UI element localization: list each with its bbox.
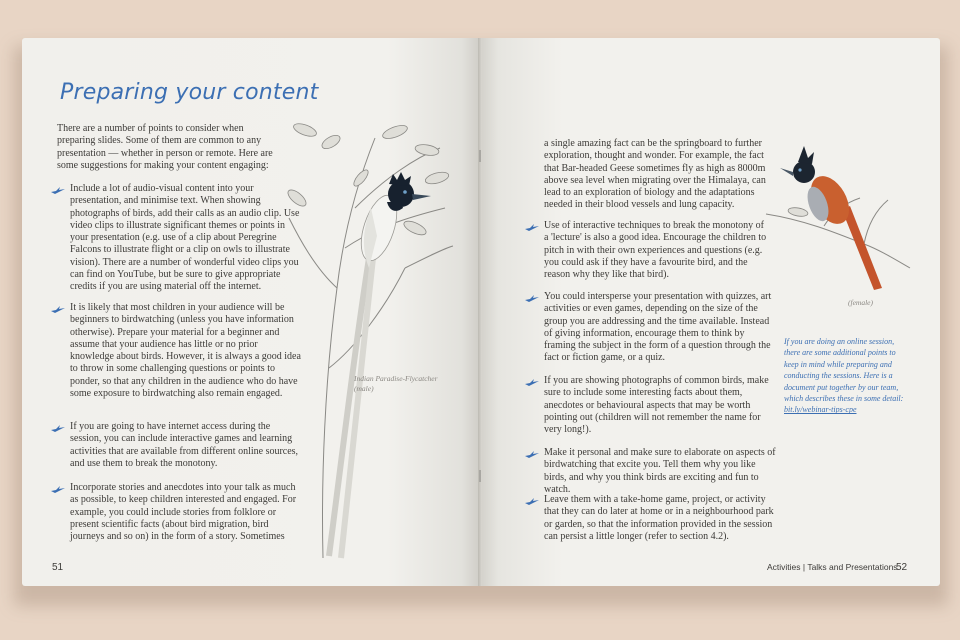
list-item-text: You could intersperse your presentation with quizzes, art activities or even games, depending on the size of the group you are addressing and the time available. Instead of giving information, encourage them to think by framing the subject in the form of a question through the fact or fiction game, or a quiz. [544,291,772,364]
list-item [544,375,776,436]
bird-bullet-icon [525,497,539,505]
list-item [70,183,302,294]
list-item [544,291,776,365]
bird-bullet-icon [525,450,539,458]
list-item [70,302,302,400]
list-item-text: If you are showing photographs of common birds, make sure to include some interesting facts about them, anecdotes or behavioural aspects that may be worth pointing out (children will not remember the name for very long!). [544,375,769,436]
sidenote [784,336,912,416]
page-title: Preparing your content [60,80,319,105]
list-item-text: Leave them with a take-home game, project, or activity that they can do later at home or in a neighbourhood park or garden, so that the information provided in the session can persist a little longer (refer to section 4.2). [544,494,774,542]
bird-bullet-icon [525,378,539,386]
bird-bullet-icon [525,294,539,302]
illustration-caption: Indian Paradise-Flycatcher (male) [354,374,438,393]
list-item-text: It is likely that most children in your audience will be beginners to birdwatching (unless you have information otherwise). Prepare your material for a beginner and assume that your audience has little or no prior knowledge about birds. However, it is always a good idea to throw in some challenging questions or points to ponder, so that any children in the audience who do have some exposure to birdwatching also remain engaged. [70,302,301,400]
bird-bullet-icon [51,305,65,313]
list-item [544,220,770,281]
sidenote-link[interactable]: bit.ly/webinar-tips-cpe [784,405,857,415]
bird-bullet-icon [51,186,65,194]
list-item [70,482,302,543]
list-item-text: If you are going to have internet access during the session, you can include interactive games and learning activities that are available from different online sources, and use them to break the monotony. [70,421,299,469]
sidenote-text: If you are doing an online session, there are some additional points to keep in mind while preparing and conducting the sessions. Here is a document put together by our team, which describes these in some detail: [784,337,904,404]
running-footer: Activities | Talks and Presentations [767,562,898,572]
list-item-text: Use of interactive techniques to break the monotony of a 'lecture' is also a good idea. Encourage the children to pitch in with their own experiences and questions (e.g. you could ask if they have a favourite bird, and the reason why they like that bird). [544,220,767,281]
list-item-text: Incorporate stories and anecdotes into your talk as much as possible, to keep children interested and engaged. For example, you could include stories from folklore or present scientific facts (about bird migration, bird journeys and so on) in the form of a story. Sometimes [70,482,297,543]
bird-bullet-icon [51,424,65,432]
staple-top [479,150,481,162]
bird-bullet-icon [525,223,539,231]
book-spine [478,38,482,586]
staple-bottom [479,470,481,482]
illustration-caption: (female) [848,298,873,307]
paradise-flycatcher-male-illustration [285,118,455,560]
list-item [544,494,776,543]
bird-bullet-icon [51,485,65,493]
page-number-left: 51 [52,562,64,573]
list-item [544,447,776,496]
paradise-flycatcher-female-illustration [764,140,914,300]
page-number-right: 52 [896,562,908,573]
list-item-text: Include a lot of audio-visual content into your presentation, and minimise text. When showing photographs of birds, add their calls as an audio clip. Use video clips to illustrate significant themes or points in your presentation (e.g. use of a clip about Peregrine Falcons to illustrate flight or a clip on owls to illustrate vision). There are a number of wonderful video clips you can find on YouTube, but be sure to give appropriate credits if you are using material off the internet. [70,183,300,293]
continuation-paragraph: a single amazing fact can be the springboard to further exploration, thought and wonder. For example, the fact that Bar-headed Geese sometimes fly as high as 8000m above sea level when migrating over the Himalaya, can lead to an exploration of biology and the adaptations needed in their blood vessels and lung capacity. [544,138,766,211]
list-item-text: Make it personal and make sure to elaborate on aspects of birdwatching that excite you. Tell them why you like birds, and why you think birds are exciting and fun to watch. [544,447,776,495]
list-item [70,421,302,470]
intro-paragraph: There are a number of points to consider when preparing slides. Some of them are common to any presentation — whether in person or remote. Here are some suggestions for making your content engaging: [57,123,273,171]
